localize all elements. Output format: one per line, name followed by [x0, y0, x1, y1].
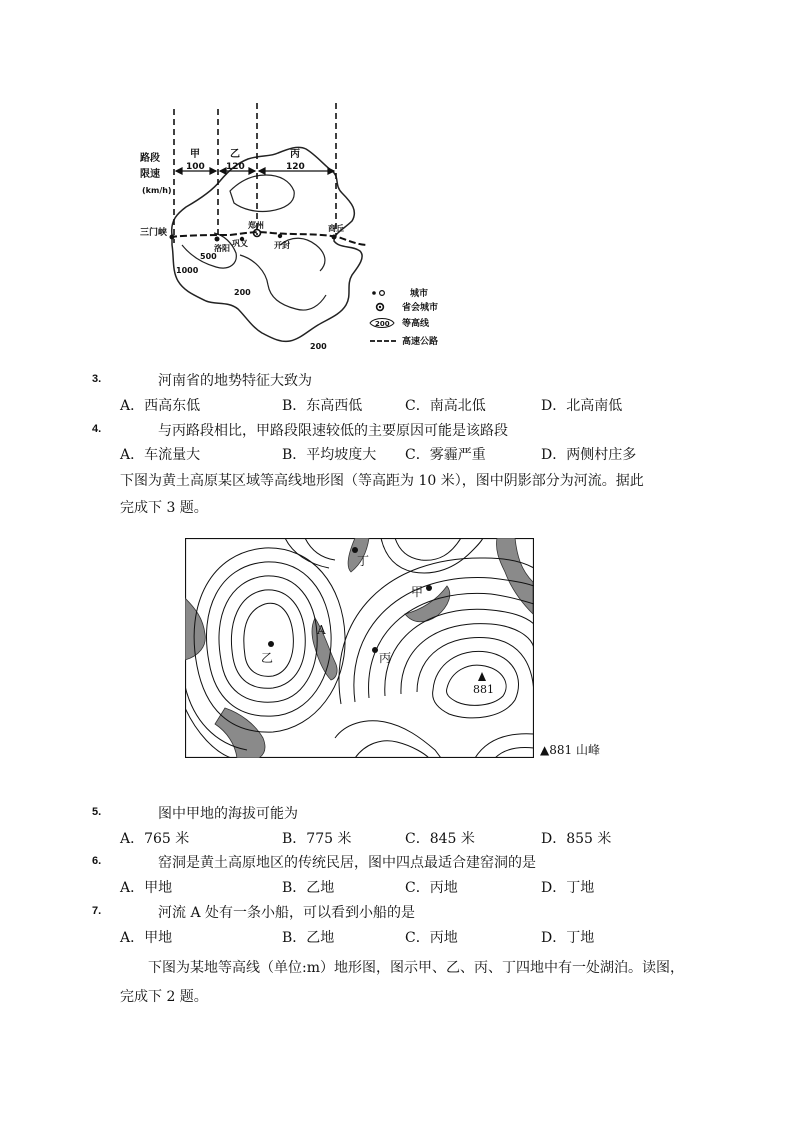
intro-paragraph-3-line-2: 完成下 2 题。: [120, 989, 208, 1005]
option-b[interactable]: B．东高西低: [282, 398, 363, 414]
point-yi-label: 乙: [261, 651, 274, 665]
city-label: 郑州: [248, 221, 264, 230]
option-a[interactable]: A．甲地: [120, 880, 173, 896]
segment-name: 甲: [190, 149, 200, 160]
segment-limit: 120: [226, 162, 245, 172]
contour-line: [240, 255, 326, 310]
river-label-a: A: [317, 623, 326, 637]
question-number: 3.: [92, 373, 102, 385]
segment-name: 乙: [230, 149, 240, 160]
segment-limit: 100: [186, 162, 205, 172]
option-d[interactable]: D．丁地: [541, 930, 595, 946]
contour-line: [230, 175, 294, 212]
legend-expressway: 高速公路: [402, 337, 439, 347]
legend-contour-sample: 200: [375, 320, 390, 328]
header-speed: 限速: [140, 169, 160, 180]
segment-limit: 120: [286, 162, 305, 172]
question-stem: 河南省的地势特征大致为: [158, 373, 312, 389]
city-label: 商丘: [328, 224, 344, 233]
option-d[interactable]: D．855 米: [541, 831, 612, 847]
intro-paragraph-2-line-1: 下图为黄土高原某区域等高线地形图（等高距为 10 米），图中阴影部分为河流。据此: [120, 473, 644, 489]
option-d[interactable]: D．两侧村庄多: [541, 447, 637, 463]
point-bing-dot: [372, 647, 378, 653]
option-d[interactable]: D．丁地: [541, 880, 595, 896]
option-c[interactable]: C．丙地: [405, 880, 458, 896]
option-a[interactable]: A．甲地: [120, 930, 173, 946]
header-unit: (km/h): [142, 186, 172, 195]
province-outline: [172, 147, 362, 341]
option-a[interactable]: A．西高东低: [120, 398, 201, 414]
point-ding-dot: [352, 547, 358, 553]
question-number: 5.: [92, 806, 102, 818]
point-jia-dot: [426, 585, 432, 591]
point-yi-dot: [268, 641, 274, 647]
question-stem: 图中甲地的海拔可能为: [158, 806, 298, 822]
city-dot: [215, 237, 220, 242]
peak-label: 881: [473, 683, 494, 696]
option-a[interactable]: A．车流量大: [120, 447, 201, 463]
question-stem: 河流 A 处有一条小船，可以看到小船的是: [158, 905, 416, 921]
legend-contour: 等高线: [402, 319, 430, 329]
city-label: 巩义: [232, 239, 248, 248]
map2-legend-peak: ▲881 山峰: [540, 743, 600, 757]
option-b[interactable]: B．775 米: [282, 831, 352, 847]
city-dot: [170, 235, 175, 240]
option-b[interactable]: B．平均坡度大: [282, 447, 377, 463]
expressway-line: [170, 232, 368, 245]
city-label: 三门峡: [140, 228, 168, 238]
option-b[interactable]: B．乙地: [282, 930, 335, 946]
intro-paragraph-2-line-2: 完成下 3 题。: [120, 500, 208, 516]
segment-name: 丙: [290, 149, 300, 160]
city-label: 洛阳: [214, 244, 230, 253]
city-dot: [278, 234, 282, 238]
henan-expressway-map: [120, 95, 460, 360]
option-c[interactable]: C．南高北低: [405, 398, 486, 414]
contour-label: 200: [234, 288, 251, 297]
question-stem: 窑洞是黄土高原地区的传统民居，图中四点最适合建窑洞的是: [158, 855, 536, 871]
option-b[interactable]: B．乙地: [282, 880, 335, 896]
question-stem: 与丙路段相比，甲路段限速较低的主要原因可能是该路段: [158, 423, 508, 439]
option-c[interactable]: C．雾霾严重: [405, 447, 486, 463]
intro-paragraph-3-line-1: 下图为某地等高线（单位:m）地形图，图示甲、乙、丙、丁四地中有一处湖泊。读图，: [148, 960, 684, 976]
map-legend: [370, 287, 438, 347]
question-number: 6.: [92, 855, 102, 867]
option-c[interactable]: C．丙地: [405, 930, 458, 946]
option-c[interactable]: C．845 米: [405, 831, 475, 847]
contour-label: 200: [310, 342, 327, 351]
option-a[interactable]: A．765 米: [120, 831, 190, 847]
question-number: 4.: [92, 423, 102, 435]
loess-contour-map: [185, 538, 534, 758]
question-number: 7.: [92, 905, 102, 917]
header-segment: 路段: [140, 153, 160, 164]
point-jia-label: 甲: [411, 585, 424, 599]
city-label: 开封: [274, 241, 290, 250]
contour-label: 1000: [176, 266, 199, 275]
option-d[interactable]: D．北高南低: [541, 398, 623, 414]
city-dot: [332, 235, 337, 240]
legend-city: 城市: [410, 289, 429, 299]
point-bing-label: 丙: [379, 651, 392, 665]
point-ding-label: 丁: [357, 554, 370, 568]
legend-provincial-capital: 省会城市: [402, 303, 439, 313]
contour-label: 500: [200, 252, 217, 261]
